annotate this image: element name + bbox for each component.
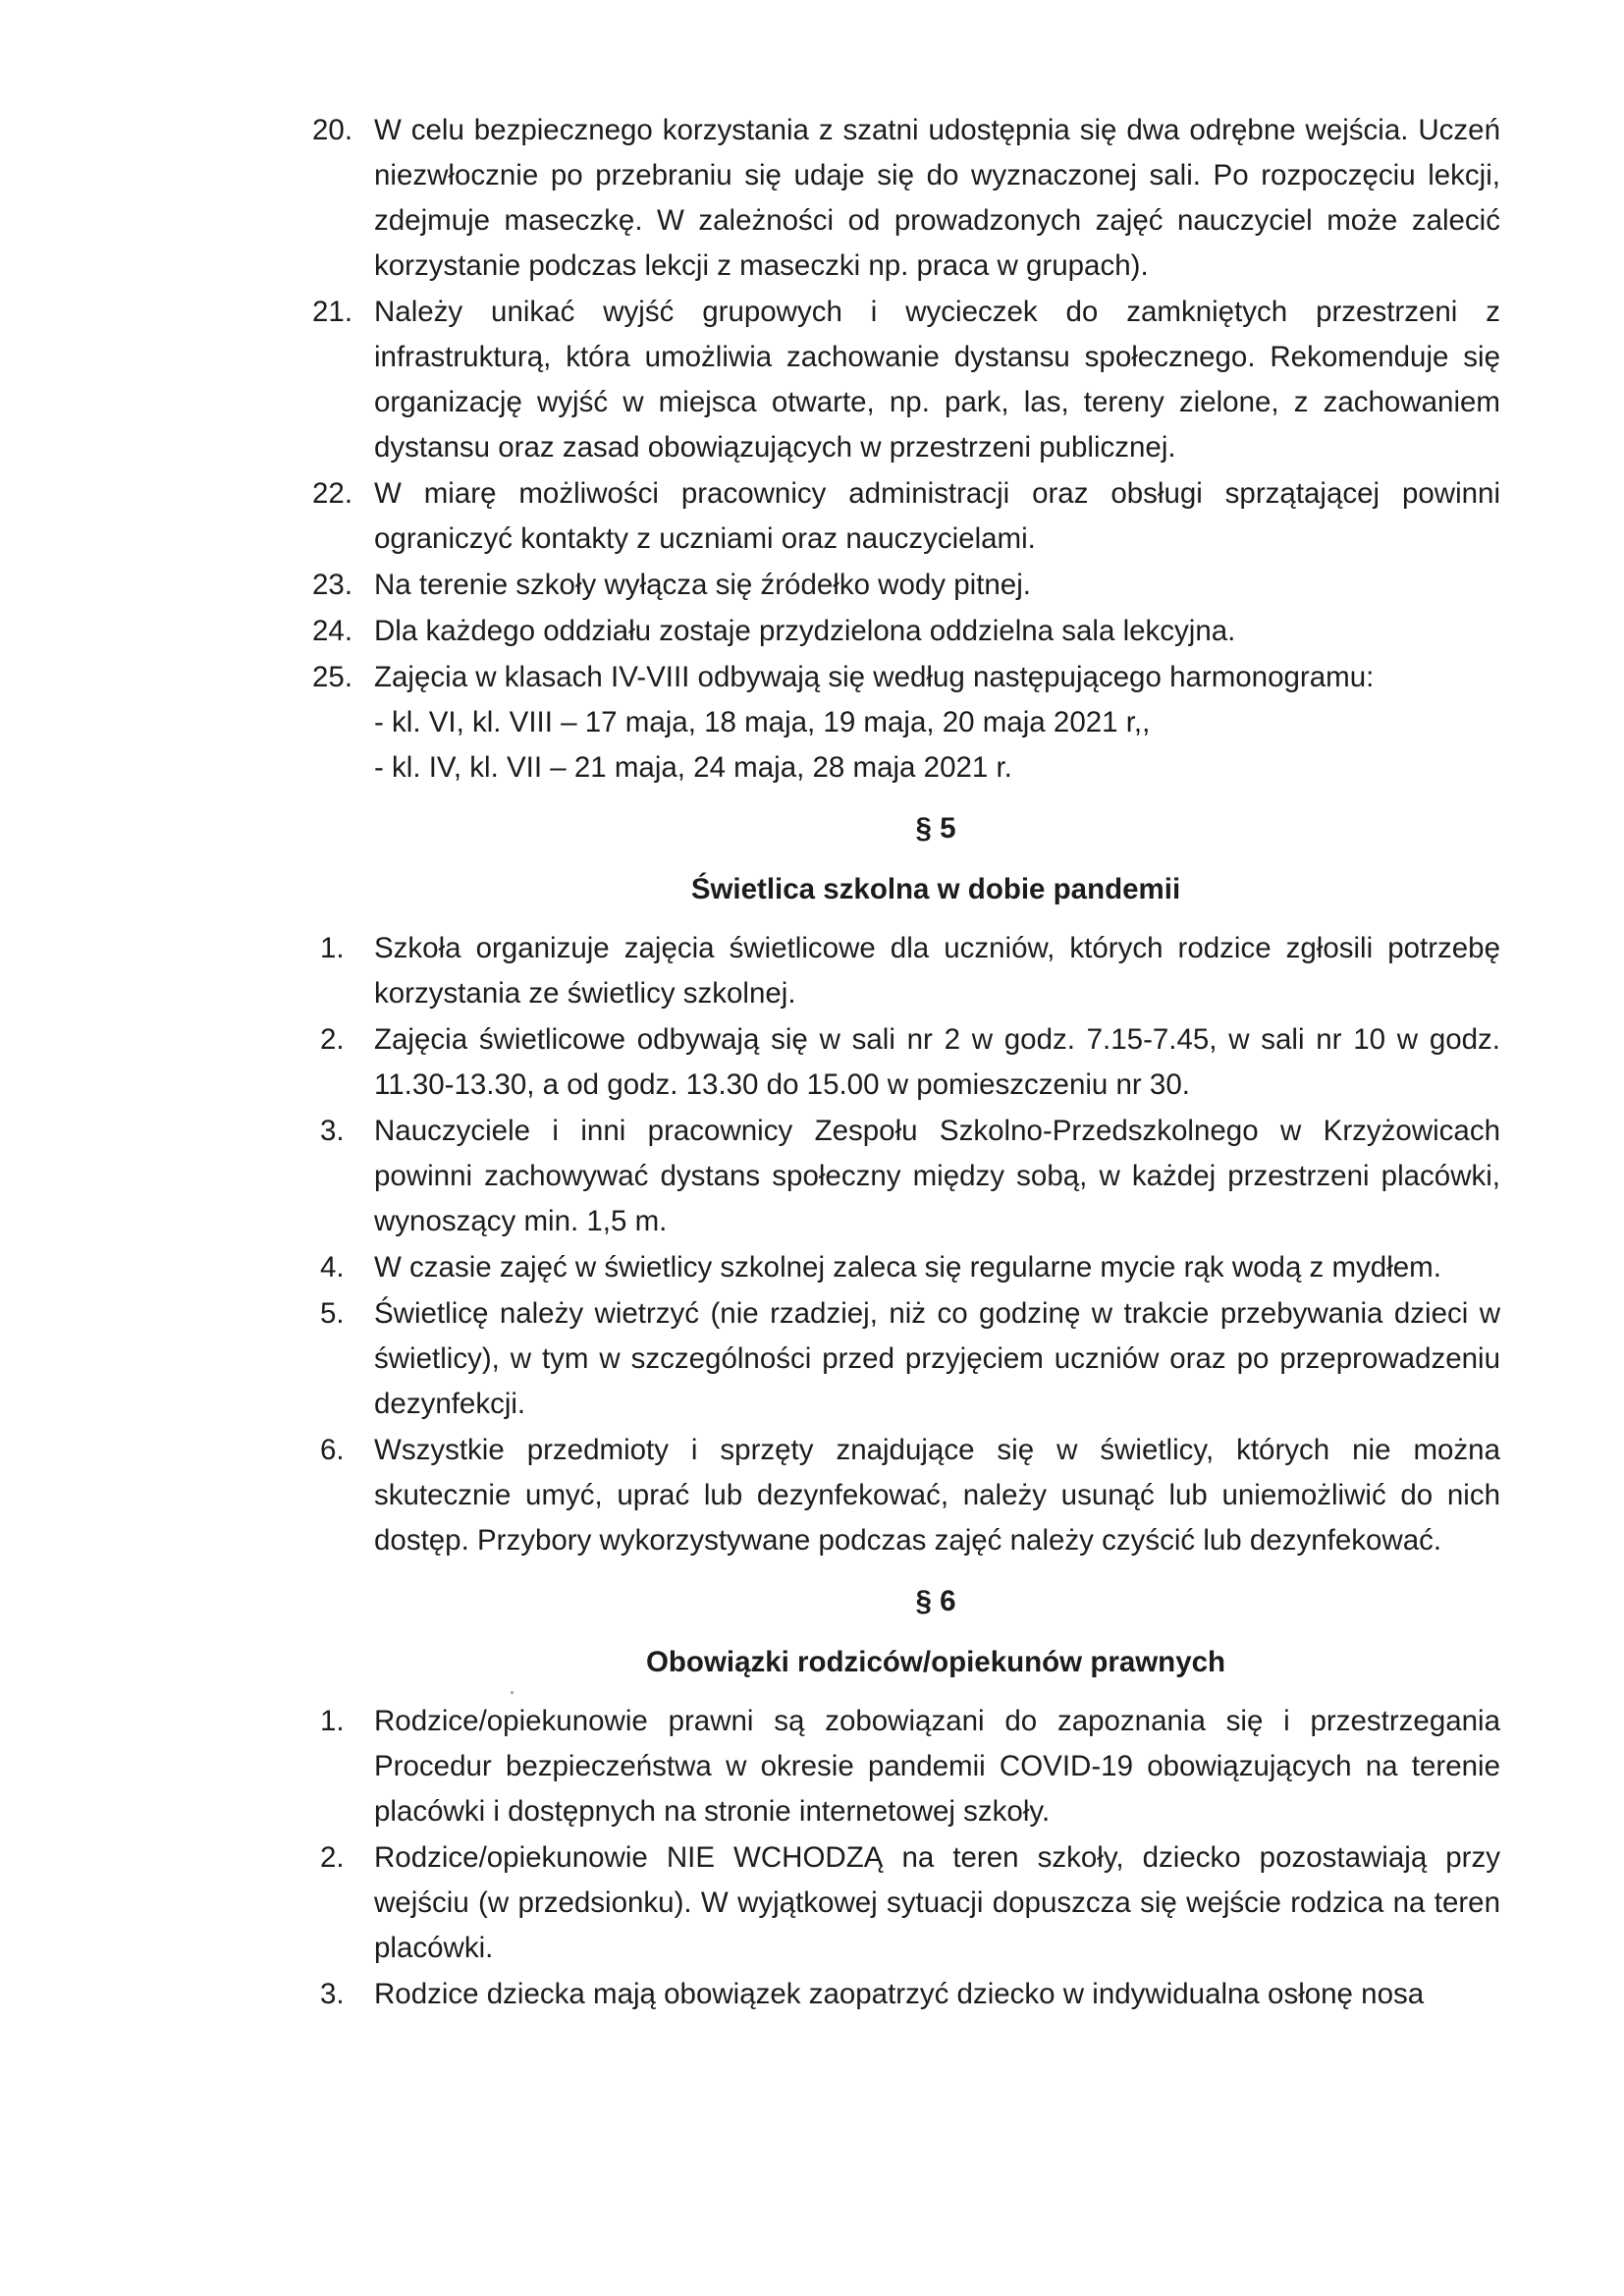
- item-number: 1.: [320, 932, 345, 964]
- item-text: Zajęcia świetlicowe odbywają się w sali nr 2 w godz. 7.15-7.45, w sali nr 10 w godz. 11.30-13.30, a od godz. 13.30 do 15.00 w pomieszczeniu nr 30.: [374, 1023, 1500, 1101]
- section-title: Obowiązki rodziców/opiekunów prawnych: [645, 1646, 1226, 1678]
- item-text: Zajęcia w klasach IV-VIII odbywają się według następującego harmonogramu:: [374, 661, 1375, 693]
- item-text: Na terenie szkoły wyłącza się źródełko wody pitnej.: [374, 569, 1031, 601]
- item-number: 5.: [320, 1297, 345, 1330]
- section-sign: § 6: [915, 1585, 956, 1617]
- item-number: 6.: [320, 1434, 345, 1466]
- item-text: Dla każdego oddziału zostaje przydzielona oddzielna sala lekcyjna.: [374, 615, 1236, 647]
- item-number: 2.: [320, 1023, 345, 1056]
- item-text: W celu bezpiecznego korzystania z szatni udostępnia się dwa odrębne wejścia. Uczeń niezwłocznie po przebraniu się udaje się do wyznaczonej sali. Po rozpoczęciu lekcji, zdejmuje maseczkę. W zależności od prowadzonych zajęć nauczyciel może zalecić korzystanie podczas lekcji z maseczki np. praca w grupach).: [374, 114, 1500, 282]
- item-number: 24.: [312, 615, 353, 647]
- section-6-list: [312, 1699, 1500, 2017]
- list-item: [312, 926, 1500, 1016]
- item-number: 23.: [312, 569, 353, 601]
- list-item: [312, 1835, 1500, 1971]
- item-text: Rodzice/opiekunowie NIE WCHODZĄ na teren szkoły, dziecko pozostawiają przy wejściu (w przedsionku). W wyjątkowej sytuacji dopuszcza się wejście rodzica na teren placówki.: [374, 1841, 1500, 1964]
- list-item: [312, 1017, 1500, 1108]
- list-item: [312, 108, 1500, 289]
- item-text: Świetlicę należy wietrzyć (nie rzadziej, niż co godzinę w trakcie przebywania dzieci w świetlicy), w tym w szczególności przed przyjęciem uczniów oraz po przeprowadzeniu dezynfekcji.: [374, 1297, 1500, 1420]
- procedure-list-continued: [312, 108, 1500, 791]
- item-number: 20.: [312, 114, 353, 146]
- section-title: Świetlica szkolna w dobie pandemii: [690, 873, 1181, 905]
- item-number: 4.: [320, 1251, 345, 1284]
- item-text: Rodzice dziecka mają obowiązek zaopatrzyć dziecko w indywidualna osłonę nosa: [374, 1978, 1425, 2010]
- schedule-line: - kl. VI, kl. VIII – 17 maja, 18 maja, 19 maja, 20 maja 2021 r,,: [374, 706, 1151, 738]
- item-number: 2.: [320, 1841, 345, 1874]
- item-text: Należy unikać wyjść grupowych i wycieczek do zamkniętych przestrzeni z infrastrukturą, która umożliwia zachowanie dystansu społecznego. Rekomenduje się organizację wyjść w miejsca otwarte, np. park, las, tereny zielone, z zachowaniem dystansu oraz zasad obowiązujących w przestrzeni publicznej.: [374, 296, 1500, 464]
- section-sign: § 5: [915, 812, 956, 845]
- schedule-line: - kl. IV, kl. VII – 21 maja, 24 maja, 28 maja 2021 r.: [374, 751, 1012, 784]
- item-number: 25.: [312, 661, 353, 693]
- item-text: Rodzice/opiekunowie prawni są zobowiązani do zapoznania się i przestrzegania Procedur bezpieczeństwa w okresie pandemii COVID-19 obowiązujących na terenie placówki i dostępnych na stronie internetowej szkoły.: [374, 1705, 1500, 1828]
- item-number: 3.: [320, 1115, 345, 1147]
- list-item: [312, 471, 1500, 562]
- item-text: W miarę możliwości pracownicy administracji oraz obsługi sprzątającej powinni ograniczyć kontakty z uczniami oraz nauczycielami.: [374, 477, 1500, 555]
- item-text: W czasie zajęć w świetlicy szkolnej zaleca się regularne mycie rąk wodą z mydłem.: [374, 1251, 1441, 1284]
- list-item: [312, 1245, 1500, 1290]
- list-item: [312, 1291, 1500, 1427]
- scan-speck: [511, 1691, 514, 1694]
- list-item: [312, 1428, 1500, 1563]
- item-number: 1.: [320, 1705, 345, 1737]
- list-item: [312, 1699, 1500, 1834]
- list-item: [312, 290, 1500, 470]
- list-item: [312, 1972, 1500, 2017]
- document-content: [312, 108, 1500, 2018]
- item-text: Szkoła organizuje zajęcia świetlicowe dla uczniów, których rodzice zgłosili potrzebę korzystania ze świetlicy szkolnej.: [374, 932, 1500, 1010]
- section-5-list: [312, 926, 1500, 1563]
- item-number: 21.: [312, 296, 353, 328]
- list-item: [312, 563, 1500, 608]
- item-text: Nauczyciele i inni pracownicy Zespołu Szkolno-Przedszkolnego w Krzyżowicach powinni zachowywać dystans społeczny między sobą, w każdej przestrzeni placówki, wynoszący min. 1,5 m.: [374, 1115, 1500, 1237]
- list-item: [312, 655, 1500, 791]
- item-number: 22.: [312, 477, 353, 510]
- list-item: [312, 609, 1500, 654]
- list-item: [312, 1109, 1500, 1244]
- item-text: Wszystkie przedmioty i sprzęty znajdujące się w świetlicy, których nie można skutecznie umyć, uprać lub dezynfekować, należy usunąć lub uniemożliwić do nich dostęp. Przybory wykorzystywane podczas zajęć należy czyścić lub dezynfekować.: [374, 1434, 1500, 1557]
- item-number: 3.: [320, 1978, 345, 2010]
